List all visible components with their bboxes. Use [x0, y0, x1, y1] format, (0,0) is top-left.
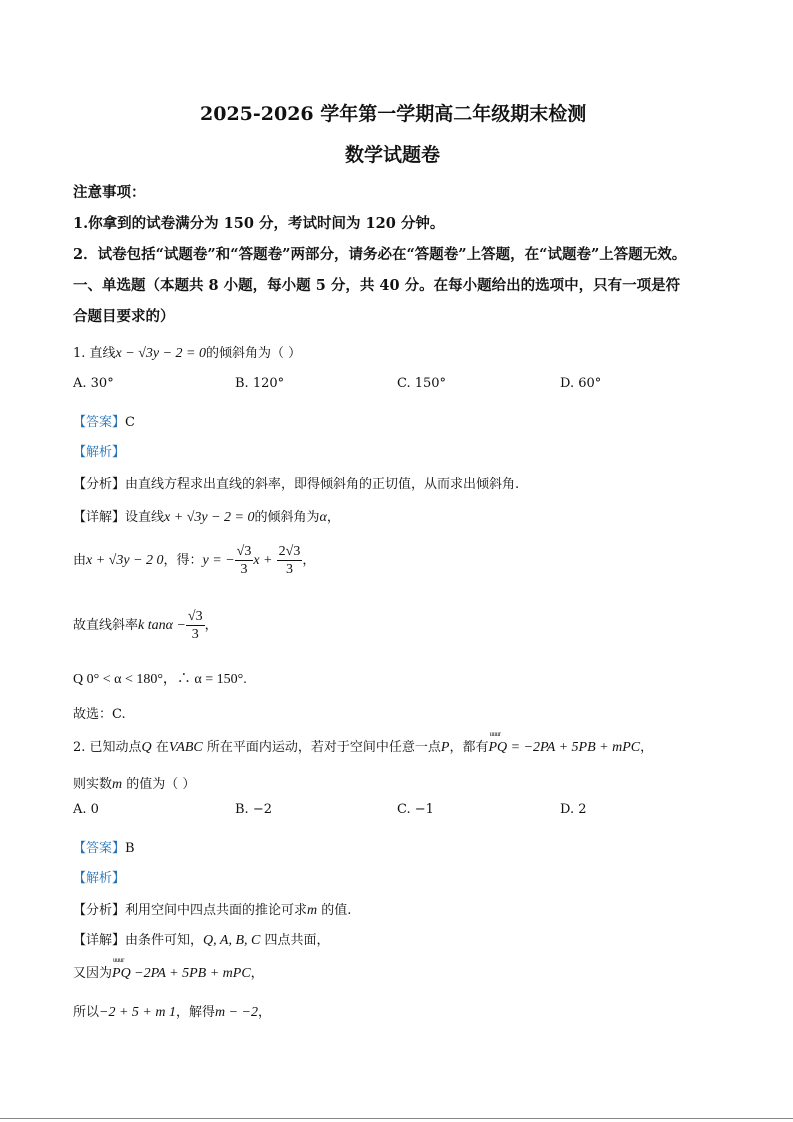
q2-step-3 [73, 1001, 271, 1021]
xiangjie-equation: x + √3y − 2 = 0 [164, 510, 255, 525]
q1-option-c: C. 150° [397, 376, 447, 391]
q2-fenxi [73, 899, 351, 919]
q2-prefix: 2. 已知动点 [73, 740, 142, 755]
q2-point-q: Q [141, 740, 152, 755]
q1-prefix: 1. 直线 [73, 346, 116, 361]
fenxi-text-a: 利用空间中四点共面的推论可求 [125, 903, 308, 918]
step2-end: ， [302, 553, 316, 568]
q2-option-c: C. −1 [397, 802, 434, 817]
step2-vector-equation: uuur PQ −2PA + 5PB + mPC [112, 966, 251, 982]
xiangjie-text-b: 的倾斜角为 [254, 510, 320, 525]
notice-item-1: 1.你拿到的试卷满分为 150 分，考试时间为 120 分钟。 [73, 215, 445, 232]
step3-end: ， [258, 1005, 272, 1020]
q2-option-d: D. 2 [560, 802, 587, 817]
step3-equation: −2 + 5 + m 1 [99, 1005, 176, 1020]
q1-option-d: D. 60° [560, 376, 602, 391]
q2-stem [73, 736, 653, 756]
q1-option-b: B. 120° [235, 376, 285, 391]
q2-point-p: P [440, 740, 450, 755]
step3-result: m − −2 [214, 1005, 258, 1020]
xiangjie-points: Q, A, B, C [203, 933, 261, 948]
answer-tag: 【答案】 [73, 415, 126, 430]
q2-step-2 [73, 962, 264, 982]
q1-stem [73, 342, 301, 362]
q1-equation: x − √3y − 2 = 0 [115, 346, 206, 361]
answer-value: C [125, 415, 135, 430]
q1-fenxi [73, 473, 519, 492]
page-bottom-rule [0, 1118, 793, 1119]
q1-step-4: Q 0° < α < 180°，∴ α = 150°. [73, 672, 247, 687]
notice-item-2: 2．试卷包括“试题卷”和“答题卷”两部分，请务必在“答题卷”上答题，在“试题卷”上答题无效。 [73, 246, 687, 263]
fraction-sqrt3-over-3: $\frac{√3}{3}$ [236, 544, 252, 577]
notice-heading: 注意事项： [73, 184, 146, 201]
fenxi-tag: 【分析】 [73, 903, 126, 918]
answer-value: B [125, 841, 135, 856]
comma: ， [326, 510, 340, 525]
q2-line2-b: 的值为（ ） [122, 777, 196, 792]
step3-text-a: 故直线斜率 [73, 618, 139, 633]
step3-equation: k tanα − [138, 618, 186, 633]
q2-var-m: m [112, 777, 123, 792]
step2-equation: x + √3y − 2 0 [86, 553, 164, 568]
xiangjie-text-a: 设直线 [125, 510, 165, 525]
step2-text-a: 又因为 [73, 966, 113, 981]
q2-triangle: VABC [168, 740, 203, 755]
q2-analysis-tag: 【解析】 [73, 871, 126, 886]
q1-conclusion: 故选：C. [73, 707, 126, 722]
fraction-slope: $\frac{√3}{3}$ [187, 609, 203, 642]
q2-answer [73, 837, 135, 856]
q2-option-b: B. −2 [235, 802, 272, 817]
step2-y: y = − [202, 553, 235, 568]
q2-mid3: ，都有 [449, 740, 489, 755]
step2-x: x + [253, 553, 273, 568]
fenxi-tag: 【分析】 [73, 477, 126, 492]
alpha-symbol: α [319, 510, 327, 525]
fenxi-text-b: 的值. [317, 903, 352, 918]
fraction-2sqrt3-over-3: $\frac{2√3}{3}$ [278, 544, 301, 577]
step3-text-b: ，解得 [175, 1005, 215, 1020]
q1-answer [73, 411, 135, 430]
q2-mid1: 在 [151, 740, 169, 755]
exam-subtitle: 数学试题卷 [345, 144, 441, 166]
step3-text-a: 所以 [73, 1005, 100, 1020]
q1-step-2 [73, 543, 315, 578]
q1-suffix: 的倾斜角为（ ） [206, 346, 302, 361]
q2-option-a: A. 0 [73, 802, 99, 817]
q2-stem-line-2 [73, 773, 195, 793]
step2-text-a: 由 [73, 553, 87, 568]
exam-title: 2025-2026 学年第一学期高二年级期末检测 [200, 103, 587, 125]
q2-end: ， [640, 740, 654, 755]
section-heading-line-1: 一、单选题（本题共 8 小题，每小题 5 分，共 40 分。在每小题给出的选项中，只有一项是符 [73, 277, 681, 294]
q2-xiangjie [73, 929, 329, 949]
q2-mid2: 所在平面内运动，若对于空间中任意一点 [202, 740, 441, 755]
answer-tag: 【答案】 [73, 841, 126, 856]
section-heading-line-2: 合题目要求的） [73, 308, 175, 325]
step3-end: ， [204, 618, 218, 633]
q2-vector-equation: uuur PQ = −2PA + 5PB + mPC [489, 740, 641, 756]
step2-end: ， [250, 966, 264, 981]
q1-analysis-tag: 【解析】 [73, 445, 126, 460]
step2-text-b: ，得： [163, 553, 203, 568]
xiangjie-text-b: 四点共面， [260, 933, 330, 948]
fenxi-var-m: m [307, 903, 318, 918]
q2-line2-a: 则实数 [73, 777, 113, 792]
xiangjie-tag: 【详解】 [73, 933, 126, 948]
q1-xiangjie [73, 506, 340, 526]
q1-step-3 [73, 608, 218, 643]
fenxi-text: 由直线方程求出直线的斜率，即得倾斜角的正切值，从而求出倾斜角. [125, 477, 520, 492]
q1-option-a: A. 30° [73, 376, 114, 391]
xiangjie-tag: 【详解】 [73, 510, 126, 525]
xiangjie-text-a: 由条件可知， [125, 933, 204, 948]
